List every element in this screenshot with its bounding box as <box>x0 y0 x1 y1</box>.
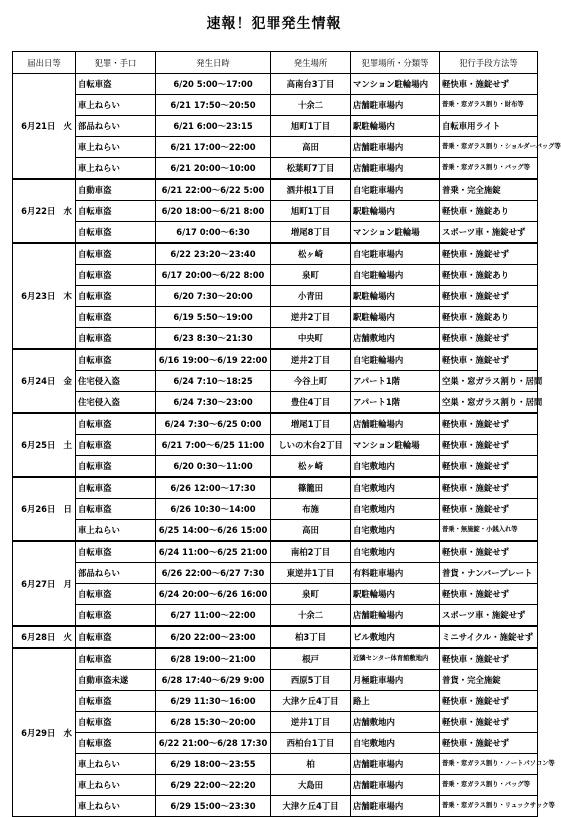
occurrence-place-cell: 泉町 <box>271 584 351 605</box>
crime-type-cell: 自転車盗 <box>76 286 156 307</box>
method-cell: 普乗・窓ガラス割り・ノートパソコン等 <box>440 754 538 775</box>
occurrence-time-cell: 6/21 17:00～22:00 <box>156 137 271 158</box>
location-category-cell: 自宅敷地内 <box>351 733 440 754</box>
occurrence-place-cell: 松葉町7丁目 <box>271 158 351 180</box>
header-crime-type: 犯罪・手口 <box>76 52 156 74</box>
crime-report-table <box>12 51 561 817</box>
table-row <box>13 541 538 563</box>
occurrence-place-cell: 柏 <box>271 754 351 775</box>
table-row <box>13 584 538 605</box>
location-category-cell: 店舗駐車場内 <box>351 158 440 180</box>
table-row <box>13 733 538 754</box>
method-cell: 軽快車・施錠あり <box>440 265 538 286</box>
method-cell: スポーツ車・施錠せず <box>440 222 538 244</box>
table-row <box>13 413 538 435</box>
occurrence-time-cell: 6/21 7:00～6/25 11:00 <box>156 435 271 456</box>
crime-type-cell: 自転車盗 <box>76 243 156 265</box>
crime-type-cell: 自転車盗 <box>76 435 156 456</box>
crime-type-cell: 部品ねらい <box>76 563 156 584</box>
location-category-cell: マンション駐輪場内 <box>351 74 440 95</box>
method-cell: 軽快車・施錠せず <box>440 435 538 456</box>
location-category-cell: アパート1階 <box>351 371 440 392</box>
occurrence-place-cell: 増尾8丁目 <box>271 222 351 244</box>
crime-type-cell: 自転車盗 <box>76 733 156 754</box>
crime-type-cell: 自転車盗 <box>76 712 156 733</box>
table-row <box>13 349 538 371</box>
occurrence-place-cell: 高田 <box>271 520 351 542</box>
location-category-cell: 自宅駐車場内 <box>351 243 440 265</box>
location-category-cell: 有料駐車場内 <box>351 563 440 584</box>
location-category-cell: アパート1階 <box>351 392 440 414</box>
occurrence-time-cell: 6/22 21:00～6/28 17:30 <box>156 733 271 754</box>
occurrence-time-cell: 6/21 22:00～6/22 5:00 <box>156 179 271 201</box>
occurrence-place-cell: しいの木台2丁目 <box>271 435 351 456</box>
method-cell: 軽快車・施錠せず <box>440 328 538 350</box>
header-report-date: 届出日等 <box>13 52 76 74</box>
location-category-cell: 自宅敷地内 <box>351 541 440 563</box>
method-cell: 軽快車・施錠せず <box>440 733 538 754</box>
crime-type-cell: 自転車盗 <box>76 349 156 371</box>
table-row <box>13 670 538 691</box>
location-category-cell: 店舗駐車場内 <box>351 137 440 158</box>
report-weekday: 金 <box>64 349 76 413</box>
occurrence-place-cell: 西原5丁目 <box>271 670 351 691</box>
location-category-cell: マンション駐輪場 <box>351 222 440 244</box>
report-weekday: 水 <box>64 179 76 243</box>
occurrence-place-cell: 逆井2丁目 <box>271 307 351 328</box>
table-row <box>13 477 538 499</box>
occurrence-place-cell: 大津ケ丘4丁目 <box>271 796 351 817</box>
location-category-cell: 自宅敷地内 <box>351 499 440 520</box>
table-body <box>13 74 561 817</box>
occurrence-time-cell: 6/28 17:40～6/29 9:00 <box>156 670 271 691</box>
occurrence-time-cell: 6/29 11:30～16:00 <box>156 691 271 712</box>
table-row <box>13 456 538 478</box>
location-category-cell: 自宅駐車場内 <box>351 179 440 201</box>
table-row <box>13 796 538 817</box>
table-row <box>13 137 538 158</box>
crime-type-cell: 自転車盗 <box>76 265 156 286</box>
table-row <box>13 328 538 350</box>
crime-type-cell: 自転車盗 <box>76 648 156 670</box>
occurrence-place-cell: 旭町1丁目 <box>271 116 351 137</box>
crime-type-cell: 自転車盗 <box>76 477 156 499</box>
table-row <box>13 222 538 244</box>
table-row <box>13 116 538 137</box>
location-category-cell: 店舗駐輪場内 <box>351 605 440 627</box>
occurrence-place-cell: 逆井2丁目 <box>271 349 351 371</box>
occurrence-place-cell: 西柏台1丁目 <box>271 733 351 754</box>
crime-type-cell: 住宅侵入盗 <box>76 371 156 392</box>
table-row <box>13 605 538 627</box>
occurrence-time-cell: 6/24 7:30～6/25 0:00 <box>156 413 271 435</box>
table-row <box>13 307 538 328</box>
crime-type-cell: 部品ねらい <box>76 116 156 137</box>
location-category-cell: 駅駐輪場内 <box>351 201 440 222</box>
method-cell: 普乗・窓ガラス割り・バッグ等 <box>440 158 538 180</box>
table-row <box>13 712 538 733</box>
occurrence-time-cell: 6/24 7:10～18:25 <box>156 371 271 392</box>
report-date: 6月29日 <box>13 648 64 817</box>
crime-type-cell: 自動車盗 <box>76 179 156 201</box>
page-title: 速報！犯罪発生情報 <box>206 16 342 32</box>
report-date: 6月22日 <box>13 179 64 243</box>
occurrence-time-cell: 6/29 22:00～22:20 <box>156 775 271 796</box>
crime-type-cell: 車上ねらい <box>76 520 156 542</box>
table-header-row <box>13 52 538 74</box>
method-cell: 普乗・窓ガラス割り・財布等 <box>440 95 538 116</box>
location-category-cell: 路上 <box>351 691 440 712</box>
table-row <box>13 74 538 95</box>
method-cell: 普乗・完全施錠 <box>440 179 538 201</box>
method-cell: 軽快車・施錠せず <box>440 456 538 478</box>
table-row <box>13 158 538 180</box>
occurrence-time-cell: 6/21 6:00～23:15 <box>156 116 271 137</box>
location-category-cell: 駅駐輪場内 <box>351 584 440 605</box>
method-cell: 軽快車・施錠せず <box>440 499 538 520</box>
report-weekday: 土 <box>64 413 76 477</box>
occurrence-time-cell: 6/26 10:30～14:00 <box>156 499 271 520</box>
crime-type-cell: 自転車盗 <box>76 499 156 520</box>
occurrence-time-cell: 6/25 14:00～6/26 15:00 <box>156 520 271 542</box>
occurrence-place-cell: 小青田 <box>271 286 351 307</box>
table-row <box>13 371 538 392</box>
report-date: 6月26日 <box>13 477 64 541</box>
occurrence-time-cell: 6/21 20:00～10:00 <box>156 158 271 180</box>
occurrence-time-cell: 6/24 7:30～23:00 <box>156 392 271 414</box>
crime-type-cell: 自転車盗 <box>76 201 156 222</box>
occurrence-place-cell: 十余二 <box>271 95 351 116</box>
occurrence-time-cell: 6/28 19:00～21:00 <box>156 648 271 670</box>
occurrence-time-cell: 6/20 7:30～20:00 <box>156 286 271 307</box>
occurrence-place-cell: 豊住4丁目 <box>271 392 351 414</box>
table-row <box>13 201 538 222</box>
table-row <box>13 392 538 414</box>
crime-type-cell: 自転車盗 <box>76 456 156 478</box>
location-category-cell: 店舗駐車場内 <box>351 775 440 796</box>
table-row <box>13 243 538 265</box>
occurrence-place-cell: 松ヶ崎 <box>271 456 351 478</box>
crime-type-cell: 自転車盗 <box>76 74 156 95</box>
method-cell: 軽快車・施錠せず <box>440 648 538 670</box>
report-weekday: 月 <box>64 541 76 626</box>
location-category-cell: 自宅敷地内 <box>351 456 440 478</box>
method-cell: 軽快車・施錠せず <box>440 584 538 605</box>
table-row <box>13 179 538 201</box>
occurrence-place-cell: 篠籠田 <box>271 477 351 499</box>
occurrence-time-cell: 6/26 22:00～6/27 7:30 <box>156 563 271 584</box>
location-category-cell: 近隣センター体育館敷地内 <box>351 648 440 670</box>
report-weekday: 木 <box>64 243 76 349</box>
occurrence-place-cell: 中央町 <box>271 328 351 350</box>
table-row <box>13 520 538 542</box>
location-category-cell: ビル敷地内 <box>351 626 440 648</box>
table-row <box>13 754 538 775</box>
header-occurrence-place: 発生場所 <box>271 52 351 74</box>
location-category-cell: 駅駐輪場内 <box>351 116 440 137</box>
occurrence-time-cell: 6/17 0:00～6:30 <box>156 222 271 244</box>
report-weekday: 火 <box>64 626 76 648</box>
method-cell: 自転車用ライト <box>440 116 538 137</box>
occurrence-place-cell: 大島田 <box>271 775 351 796</box>
method-cell: ミニサイクル・施錠せず <box>440 626 538 648</box>
occurrence-place-cell: 東逆井1丁目 <box>271 563 351 584</box>
method-cell: 軽快車・施錠せず <box>440 477 538 499</box>
method-cell: 普貨・ナンバープレート <box>440 563 538 584</box>
table-row <box>13 265 538 286</box>
location-category-cell: 店舗敷地内 <box>351 712 440 733</box>
location-category-cell: 月極駐車場内 <box>351 670 440 691</box>
report-date: 6月21日 <box>13 74 64 180</box>
occurrence-time-cell: 6/21 17:50～20:50 <box>156 95 271 116</box>
report-date: 6月28日 <box>13 626 64 648</box>
table-row <box>13 95 538 116</box>
occurrence-place-cell: 泉町 <box>271 265 351 286</box>
occurrence-time-cell: 6/19 5:50～19:00 <box>156 307 271 328</box>
crime-type-cell: 車上ねらい <box>76 95 156 116</box>
location-category-cell: 自宅敷地内 <box>351 477 440 499</box>
method-cell: 軽快車・施錠せず <box>440 286 538 307</box>
table-row <box>13 648 538 670</box>
method-cell: 軽快車・施錠せず <box>440 691 538 712</box>
occurrence-time-cell: 6/20 0:30～11:00 <box>156 456 271 478</box>
method-cell: 普乗・窓ガラス割り・ショルダーバッグ等 <box>440 137 538 158</box>
method-cell: 軽快車・施錠あり <box>440 201 538 222</box>
header-location-category: 犯罪場所・分類等 <box>351 52 440 74</box>
report-date: 6月27日 <box>13 541 64 626</box>
crime-type-cell: 自転車盗 <box>76 307 156 328</box>
occurrence-time-cell: 6/20 5:00～17:00 <box>156 74 271 95</box>
occurrence-time-cell: 6/20 18:00～6/21 8:00 <box>156 201 271 222</box>
crime-type-cell: 自転車盗 <box>76 691 156 712</box>
location-category-cell: 店舗駐輪場内 <box>351 413 440 435</box>
occurrence-place-cell: 今谷上町 <box>271 371 351 392</box>
location-category-cell: 自宅駐輪場内 <box>351 265 440 286</box>
occurrence-place-cell: 高田 <box>271 137 351 158</box>
crime-type-cell: 車上ねらい <box>76 796 156 817</box>
occurrence-place-cell: 逆井1丁目 <box>271 712 351 733</box>
method-cell: 普乗・無施錠・小銭入れ等 <box>440 520 538 542</box>
report-date: 6月24日 <box>13 349 64 413</box>
occurrence-time-cell: 6/16 19:00～6/19 22:00 <box>156 349 271 371</box>
occurrence-place-cell: 旭町1丁目 <box>271 201 351 222</box>
occurrence-place-cell: 南柏2丁目 <box>271 541 351 563</box>
occurrence-place-cell: 根戸 <box>271 648 351 670</box>
method-cell: 軽快車・施錠せず <box>440 712 538 733</box>
occurrence-time-cell: 6/28 15:30～20:00 <box>156 712 271 733</box>
crime-type-cell: 自転車盗 <box>76 626 156 648</box>
method-cell: 空巣・窓ガラス割り・居間 <box>440 392 538 414</box>
method-cell: 軽快車・施錠せず <box>440 349 538 371</box>
crime-type-cell: 自転車盗 <box>76 413 156 435</box>
header-method: 犯行手段方法等 <box>440 52 538 74</box>
location-category-cell: 店舗駐車場内 <box>351 754 440 775</box>
crime-type-cell: 車上ねらい <box>76 775 156 796</box>
crime-type-cell: 車上ねらい <box>76 158 156 180</box>
method-cell: 普乗・窓ガラス割り・バッグ等 <box>440 775 538 796</box>
report-date: 6月23日 <box>13 243 64 349</box>
method-cell: 空巣・窓ガラス割り・居間 <box>440 371 538 392</box>
report-date: 6月25日 <box>13 413 64 477</box>
occurrence-place-cell: 松ヶ崎 <box>271 243 351 265</box>
crime-type-cell: 自動車盗未遂 <box>76 670 156 691</box>
occurrence-time-cell: 6/24 20:00～6/26 16:00 <box>156 584 271 605</box>
location-category-cell: 自宅駐輪場内 <box>351 349 440 371</box>
occurrence-time-cell: 6/22 23:20～23:40 <box>156 243 271 265</box>
table-row <box>13 563 538 584</box>
occurrence-time-cell: 6/23 8:30～21:30 <box>156 328 271 350</box>
method-cell: 普貨・完全施錠 <box>440 670 538 691</box>
occurrence-place-cell: 増尾1丁目 <box>271 413 351 435</box>
crime-type-cell: 住宅侵入盗 <box>76 392 156 414</box>
occurrence-time-cell: 6/20 22:00～23:00 <box>156 626 271 648</box>
method-cell: 軽快車・施錠せず <box>440 541 538 563</box>
method-cell: 軽快車・施錠せず <box>440 243 538 265</box>
report-weekday: 火 <box>64 74 76 180</box>
location-category-cell: 駅駐輪場内 <box>351 286 440 307</box>
occurrence-place-cell: 十余二 <box>271 605 351 627</box>
occurrence-place-cell: 酒井根1丁目 <box>271 179 351 201</box>
location-category-cell: 店舗敷地内 <box>351 328 440 350</box>
crime-type-cell: 車上ねらい <box>76 137 156 158</box>
table-row <box>13 775 538 796</box>
occurrence-time-cell: 6/29 18:00～23:55 <box>156 754 271 775</box>
location-category-cell: 店舗駐車場内 <box>351 796 440 817</box>
occurrence-place-cell: 柏3丁目 <box>271 626 351 648</box>
method-cell: 軽快車・施錠せず <box>440 74 538 95</box>
location-category-cell: 自宅敷地内 <box>351 520 440 542</box>
method-cell: 軽快車・施錠せず <box>440 413 538 435</box>
location-category-cell: 店舗駐車場内 <box>351 95 440 116</box>
table-row <box>13 499 538 520</box>
occurrence-place-cell: 高南台3丁目 <box>271 74 351 95</box>
crime-type-cell: 自転車盗 <box>76 541 156 563</box>
table-row <box>13 691 538 712</box>
occurrence-place-cell: 大津ケ丘4丁目 <box>271 691 351 712</box>
report-weekday: 水 <box>64 648 76 817</box>
occurrence-time-cell: 6/17 20:00～6/22 8:00 <box>156 265 271 286</box>
method-cell: 軽快車・施錠あり <box>440 307 538 328</box>
occurrence-time-cell: 6/29 15:00～23:30 <box>156 796 271 817</box>
crime-type-cell: 車上ねらい <box>76 754 156 775</box>
occurrence-time-cell: 6/26 12:00～17:30 <box>156 477 271 499</box>
crime-type-cell: 自転車盗 <box>76 605 156 627</box>
table-row <box>13 626 538 648</box>
method-cell: 普乗・窓ガラス割り・リュックサック等 <box>440 796 538 817</box>
report-weekday: 日 <box>64 477 76 541</box>
occurrence-time-cell: 6/27 11:00～22:00 <box>156 605 271 627</box>
occurrence-time-cell: 6/24 11:00～6/25 21:00 <box>156 541 271 563</box>
location-category-cell: マンション駐輪場 <box>351 435 440 456</box>
location-category-cell: 駅駐輪場内 <box>351 307 440 328</box>
table-row <box>13 435 538 456</box>
occurrence-place-cell: 布施 <box>271 499 351 520</box>
crime-type-cell: 自転車盗 <box>76 584 156 605</box>
header-occurrence-time: 発生日時 <box>156 52 271 74</box>
crime-type-cell: 自転車盗 <box>76 222 156 244</box>
table-row <box>13 286 538 307</box>
method-cell: スポーツ車・施錠せず <box>440 605 538 627</box>
crime-type-cell: 自転車盗 <box>76 328 156 350</box>
